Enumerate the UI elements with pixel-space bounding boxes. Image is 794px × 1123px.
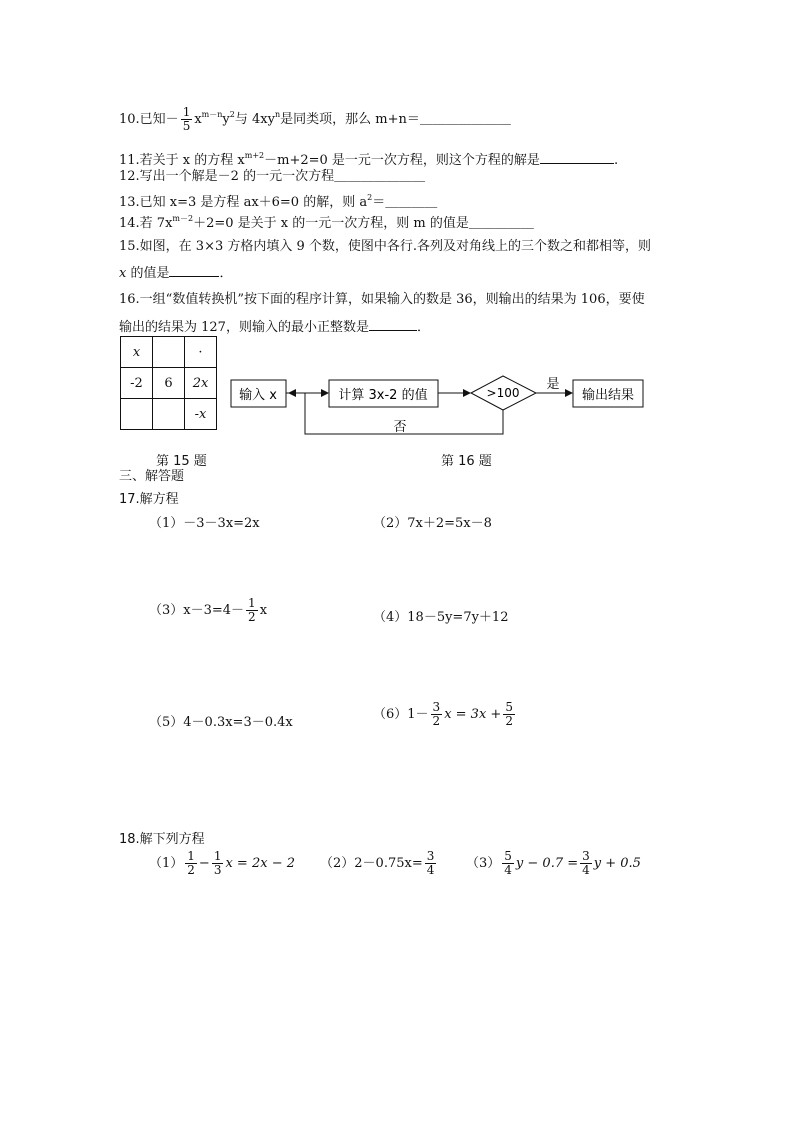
equation-17-1: （1）－3－3x=2x [149,516,260,531]
question-15-line1: 15.如图，在 3×3 方格内填入 9 个数，使图中各行.各列及对角线上的三个数之和都相等，则 [119,239,652,254]
question-16-line1: 16.一组“数值转换机”按下面的程序计算，如果输入的数是 36，则输出的结果为 106，要使 [119,292,645,307]
grid-cell: · [185,337,217,368]
equation-18-2: （2）2－0.75x= $\frac{3}{4}$ [320,849,435,877]
grid-cell: -2 [121,368,153,399]
number-machine-flowchart [225,368,655,440]
grid-cell [153,337,185,368]
grid-cell: 2x [185,368,217,399]
equation-18-3: （3） $\frac{5}{4}$ y − 0.7 = $\frac{3}{4}$ y + 0.5 [466,849,641,877]
question-12: 12.写出一个解是－2 的一元一次方程＿＿＿＿＿＿＿ [119,169,426,184]
equation-17-3: （3）x－3=4－ $\frac{1}{2}$ x [149,596,268,624]
equation-17-6: （6）1－ $\frac{3}{2}$ x = 3x + $\frac{5}{2}$ [373,700,513,728]
answer-blank [369,318,417,331]
equation-18-1: （1） $\frac{1}{2}$ − $\frac{1}{3}$ x = 2x − 2 [149,849,295,877]
magic-square-grid [120,336,217,430]
question-13: 13.已知 x=3 是方程 ax＋6=0 的解，则 $a^2=\_\_\_\_$ [119,193,438,210]
answer-blank [169,264,219,277]
caption-16: 第 16 题 [441,454,492,469]
section-heading: 三、解答题 [119,469,185,484]
question-10: 10.已知－ $\frac{1}{5}$ $x^{m-n}y^2$与 $4xy^n$是同类项，那么 m+n＝＿＿＿＿＿＿＿ [119,105,511,133]
fraction: $\frac{1}{3}$ [213,849,222,877]
question-15-line2: x 的值是 ． [119,266,233,281]
equation-17-2: （2）7x＋2=5x－8 [373,516,492,531]
question-11: 11.若关于 x 的方程 $x^{m+2}-m+2=0$ 是一元一次方程，则这个方程的解是 . [119,151,619,168]
caption-15: 第 15 题 [156,454,207,469]
fraction: $\frac{1}{2}$ [248,596,256,624]
yes-label: 是 [546,377,560,392]
grid-cell [121,399,153,430]
grid-cell: x [121,337,153,368]
fraction: $\frac{1}{2}$ [187,849,195,877]
condition-label: >100 [486,386,520,400]
compute-box-label: 计算 3x-2 的值 [338,388,428,403]
fraction: $\frac{1}{5}$ [182,105,191,133]
question-14: 14.若 $7x^{m-2}+2=0$ 是关于 x 的一元一次方程，则 m 的值是＿＿＿＿＿ [119,214,534,231]
grid-cell: 6 [153,368,185,399]
fraction: $\frac{5}{2}$ [505,700,513,728]
fraction: $\frac{3}{4}$ [426,849,435,877]
fraction: $\frac{5}{4}$ [504,849,512,877]
fraction: $\frac{3}{4}$ [582,849,590,877]
grid-cell: -x [185,399,217,430]
question-16-line2: 输出的结果为 127，则输入的最小正整数是 ． [119,320,430,335]
input-box-label: 输入 x [239,388,277,403]
equation-17-5: （5）4－0.3x=3－0.4x [149,715,293,730]
equation-17-4: （4）18－5y=7y＋12 [373,610,509,625]
fraction: $\frac{3}{2}$ [432,700,441,728]
answer-blank [540,151,614,164]
no-label: 否 [393,420,407,435]
grid-cell [153,399,185,430]
question-18-title: 18.解下列方程 [119,832,205,847]
output-box-label: 输出结果 [581,388,635,403]
question-17-title: 17.解方程 [119,492,179,507]
